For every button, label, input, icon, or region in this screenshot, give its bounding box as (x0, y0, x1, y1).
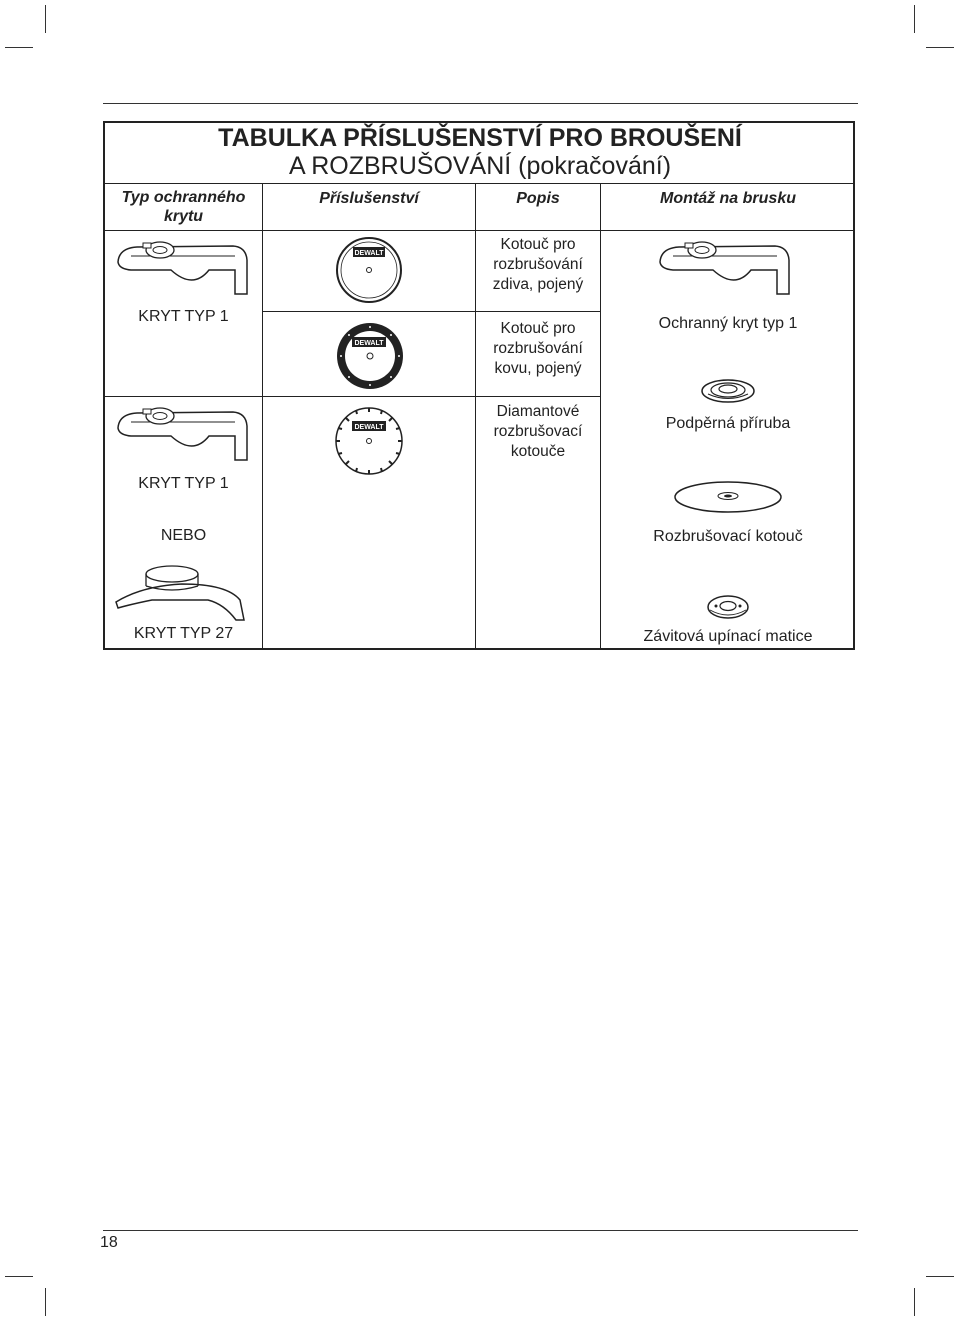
guard-label-type1: KRYT TYP 1 (138, 308, 229, 325)
disc-brand-text: DEWALT (354, 424, 384, 431)
crop-mark (914, 1288, 915, 1316)
mounting-label-flange: Podpěrná příruba (665, 415, 791, 432)
header-rule (103, 103, 858, 104)
title-line-1: TABULKA PŘÍSLUŠENSTVÍ PRO BROUŠENÍ (218, 124, 742, 152)
crop-mark (5, 47, 33, 48)
crop-mark (45, 5, 46, 33)
guard-label-type27: KRYT TYP 27 (133, 625, 234, 642)
disc-brand-text: DEWALT (354, 340, 384, 347)
disc-brand-text: DEWALT (354, 250, 384, 257)
mounting-label-guard: Ochranný kryt typ 1 (658, 315, 798, 332)
guard-label-type1: KRYT TYP 1 (138, 475, 229, 492)
header-description: Popis (516, 190, 560, 207)
table-title (105, 124, 855, 180)
metal-disc-icon (335, 321, 405, 391)
crop-mark (926, 1276, 954, 1277)
header-accessory: Příslušenství (319, 190, 419, 207)
header-mounting: Montáž na brusku (659, 190, 796, 207)
guard-type1-icon (115, 402, 251, 462)
table-divider (104, 183, 855, 184)
crop-mark (914, 5, 915, 33)
crop-mark (5, 1276, 33, 1277)
description-masonry-disc: Kotouč pro rozbrušování zdiva, pojený (492, 236, 584, 293)
guard-label-or: NEBO (160, 527, 207, 544)
footer-rule (103, 1230, 858, 1231)
crop-mark (45, 1288, 46, 1316)
table-divider (475, 183, 476, 650)
page-number: 18 (100, 1234, 118, 1251)
mounting-label-disc: Rozbrušovací kotouč (653, 528, 803, 545)
header-guard-type: Typ ochranného krytu (121, 189, 246, 225)
diamond-disc-icon (333, 405, 405, 477)
guard-type1-icon (657, 236, 793, 296)
guard-type1-icon (115, 236, 251, 296)
guard-type27-icon (112, 564, 250, 622)
title-line-2: A ROZBRUŠOVÁNÍ (pokračování) (288, 152, 672, 180)
table-divider (104, 396, 600, 397)
crop-mark (926, 47, 954, 48)
threaded-nut-icon (706, 593, 750, 621)
table-divider (104, 230, 855, 231)
mounting-label-nut: Závitová upínací matice (643, 628, 813, 645)
masonry-disc-icon (335, 236, 403, 304)
description-diamond-disc: Diamantové rozbrušovací kotouče (493, 403, 583, 460)
table-divider (262, 183, 263, 650)
table-divider (262, 311, 600, 312)
cutting-disc-icon (673, 479, 783, 515)
description-metal-disc: Kotouč pro rozbrušování kovu, pojený (493, 320, 583, 377)
backing-flange-icon (700, 377, 756, 405)
